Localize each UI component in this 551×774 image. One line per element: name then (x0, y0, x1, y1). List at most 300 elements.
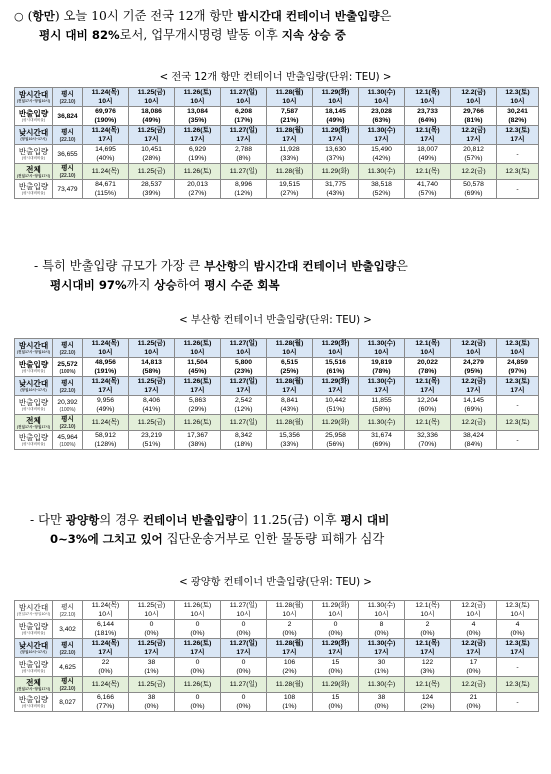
row-label (15, 107, 53, 126)
cell-secondary: 10시 (282, 349, 297, 356)
table-row (15, 145, 539, 164)
data-cell (221, 431, 267, 450)
data-cell (405, 145, 451, 164)
text-run: 은 (379, 9, 392, 23)
data-cell (405, 180, 451, 199)
baseline-cell (53, 601, 83, 620)
data-cell (175, 180, 221, 199)
cell-primary: 12.1(목) (415, 419, 440, 426)
cell-primary: 11.25(금) (137, 168, 166, 175)
cell-primary: 11.29(화) (321, 640, 350, 647)
cell-primary: 84,671 (95, 181, 116, 188)
data-cell (129, 396, 175, 415)
cell-primary: 48,956 (95, 359, 116, 366)
baseline-sub: (100%) (59, 441, 76, 448)
cell-primary: 5,863 (188, 397, 206, 404)
cell-primary: 0 (241, 621, 246, 628)
data-cell (83, 415, 129, 431)
cell-primary: - (516, 698, 519, 706)
cell-primary: 38 (147, 659, 156, 666)
data-cell (451, 620, 497, 639)
data-cell (129, 377, 175, 396)
section3-table (14, 600, 539, 712)
data-cell (451, 377, 497, 396)
row-label (15, 620, 53, 639)
row-label (15, 658, 53, 677)
cell-primary: 4 (515, 621, 520, 628)
data-cell (451, 658, 497, 677)
data-cell (221, 639, 267, 658)
text-run: 로서, 업무개시명령 발동 이후 (119, 28, 282, 42)
cell-secondary: (0%) (236, 630, 251, 637)
row-label (15, 164, 53, 180)
data-cell (129, 658, 175, 677)
cell-secondary: (41%) (142, 406, 161, 413)
cell-secondary: 17시 (190, 387, 205, 394)
baseline-sub: (22.10) (59, 349, 76, 356)
cell-secondary: (0%) (236, 668, 251, 675)
row-label (15, 431, 53, 450)
data-cell (83, 339, 129, 358)
cell-secondary: 10시 (144, 98, 159, 105)
cell-secondary: (0%) (144, 703, 159, 710)
cell-secondary: 10시 (420, 349, 435, 356)
cell-primary: 23,733 (417, 108, 438, 115)
data-cell (221, 415, 267, 431)
data-cell (405, 415, 451, 431)
cell-secondary: (17%) (234, 117, 253, 124)
cell-secondary: 17시 (144, 387, 159, 394)
data-cell (129, 601, 175, 620)
data-cell (359, 415, 405, 431)
data-cell (497, 431, 539, 450)
cell-primary: 11.29(화) (321, 89, 350, 96)
cell-secondary: 17시 (98, 387, 113, 394)
cell-primary: - (516, 663, 519, 671)
text-run: - 특히 반출입량 규모가 가장 큰 (34, 259, 205, 273)
text-run: 이 11.25(금) 이후 (236, 513, 341, 527)
section2-paragraph (34, 257, 544, 295)
cell-primary: 13,630 (325, 146, 346, 153)
table-row (15, 431, 539, 450)
cell-secondary: (0%) (466, 630, 481, 637)
data-cell (451, 677, 497, 693)
baseline-value: 평시 (61, 341, 74, 349)
data-cell (83, 164, 129, 180)
text-run: 은 (396, 259, 408, 273)
data-cell (405, 164, 451, 180)
cell-primary: 11.28(월) (275, 640, 304, 647)
text-run: ) 오늘 10시 기준 전국 12개 항만 (54, 9, 238, 23)
data-cell (221, 107, 267, 126)
baseline-value: 평시 (61, 678, 74, 685)
cell-primary: 11.24(목) (91, 602, 120, 609)
cell-primary: 12.2(금) (461, 127, 486, 134)
data-cell (221, 180, 267, 199)
cell-primary: 2 (425, 621, 430, 628)
cell-secondary: 17시 (374, 136, 389, 143)
row-label (15, 677, 53, 693)
baseline-sub: (22.10) (59, 173, 76, 179)
cell-primary: 30,241 (507, 108, 528, 115)
data-cell (221, 88, 267, 107)
data-cell (83, 126, 129, 145)
data-cell (267, 620, 313, 639)
data-cell (83, 601, 129, 620)
cell-secondary: 10시 (510, 611, 525, 618)
row-label (15, 601, 53, 620)
row-label (15, 358, 53, 377)
data-cell (129, 620, 175, 639)
cell-secondary: (49%) (96, 406, 115, 413)
cell-primary: 7,587 (280, 108, 298, 115)
cell-secondary: 10시 (510, 98, 525, 105)
data-cell (359, 639, 405, 658)
cell-primary: 11.28(월) (275, 681, 304, 688)
cell-secondary: (0%) (236, 703, 251, 710)
data-cell (267, 358, 313, 377)
baseline-sub: (22.10) (59, 136, 76, 143)
cell-primary: 106 (283, 659, 296, 666)
cell-primary: 11,928 (279, 146, 300, 153)
cell-primary: 11.24(목) (91, 419, 120, 426)
row-label-sub: (전일17시~당일17시) (16, 173, 51, 178)
baseline-cell (53, 88, 83, 107)
row-label-main: 반출입량 (18, 182, 49, 191)
data-cell (313, 107, 359, 126)
data-cell (175, 396, 221, 415)
cell-secondary: 10시 (98, 98, 113, 105)
baseline-cell (53, 145, 83, 164)
cell-primary: 0 (149, 621, 154, 628)
cell-primary: 11.29(화) (321, 419, 350, 426)
cell-primary: 12.1(목) (415, 681, 440, 688)
baseline-value: 평시 (61, 416, 74, 423)
bold-text: 평시대비 97% (50, 278, 127, 292)
cell-primary: 28,537 (141, 181, 162, 188)
row-label-sub: (전일17시~당일10시) (16, 612, 51, 616)
baseline-cell (53, 358, 83, 377)
cell-primary: 69,976 (95, 108, 116, 115)
cell-primary: 11.27(일) (229, 127, 258, 134)
data-cell (405, 126, 451, 145)
cell-secondary: 17시 (374, 387, 389, 394)
cell-secondary: 17시 (190, 136, 205, 143)
cell-secondary: (42%) (372, 155, 391, 162)
data-cell (405, 339, 451, 358)
cell-secondary: 17시 (190, 649, 205, 656)
cell-primary: - (516, 401, 519, 409)
cell-primary: 11.24(목) (91, 168, 120, 175)
data-cell (451, 126, 497, 145)
data-cell (497, 180, 539, 199)
data-cell (175, 126, 221, 145)
cell-secondary: (27%) (188, 190, 207, 197)
row-label-sub: (평시대비비율) (21, 442, 46, 446)
data-cell (175, 658, 221, 677)
cell-secondary: 10시 (282, 611, 297, 618)
baseline-sub: (22.10) (59, 611, 76, 618)
cell-primary: 15 (331, 694, 340, 701)
section2-line1 (34, 257, 544, 276)
cell-primary: 6,166 (96, 694, 114, 701)
section2-table (14, 338, 539, 450)
cell-secondary: 17시 (420, 136, 435, 143)
cell-primary: 2,542 (234, 397, 252, 404)
cell-primary: 11.25(금) (137, 419, 166, 426)
data-cell (451, 639, 497, 658)
data-cell (83, 180, 129, 199)
data-cell (129, 164, 175, 180)
data-cell (359, 693, 405, 712)
bold-text: 지속 상승 중 (281, 28, 346, 42)
baseline-sub: (100%) (59, 368, 76, 375)
baseline-value: 20,392 (57, 398, 78, 406)
cell-secondary: 17시 (466, 136, 481, 143)
cell-secondary: (128%) (94, 441, 117, 448)
bold-text: 항만 (32, 9, 55, 23)
data-cell (267, 339, 313, 358)
data-cell (129, 107, 175, 126)
cell-primary: 0 (195, 621, 200, 628)
cell-secondary: 10시 (420, 611, 435, 618)
data-cell (405, 658, 451, 677)
data-cell (175, 693, 221, 712)
text-run: 의 경우 (99, 513, 143, 527)
cell-primary: 20,022 (417, 359, 438, 366)
cell-primary: 12.3(토) (505, 127, 530, 134)
cell-primary: 11.26(토) (183, 89, 212, 96)
cell-primary: 0 (241, 659, 246, 666)
cell-secondary: (57%) (418, 190, 437, 197)
cell-secondary: 17시 (236, 387, 251, 394)
data-cell (359, 377, 405, 396)
cell-primary: 122 (421, 659, 434, 666)
cell-secondary: (82%) (508, 117, 527, 124)
data-cell (405, 620, 451, 639)
cell-secondary: 10시 (328, 98, 343, 105)
data-cell (497, 88, 539, 107)
baseline-cell (53, 415, 83, 431)
cell-primary: 12.2(금) (461, 640, 486, 647)
data-cell (267, 693, 313, 712)
cell-secondary: (77%) (96, 703, 115, 710)
bold-text: 상승 (154, 278, 177, 292)
data-cell (175, 358, 221, 377)
cell-primary: 11.25(금) (137, 602, 166, 609)
cell-primary: 11.24(목) (91, 89, 120, 96)
baseline-value: 45,964 (57, 433, 78, 441)
cell-primary: 50,578 (463, 181, 484, 188)
cell-primary: 10,451 (141, 146, 162, 153)
data-cell (267, 145, 313, 164)
cell-primary: 20,013 (187, 181, 208, 188)
row-label (15, 180, 53, 199)
data-cell (497, 620, 539, 639)
data-cell (359, 677, 405, 693)
data-cell (221, 145, 267, 164)
data-cell (221, 164, 267, 180)
row-label-main: 밤시간대 (18, 603, 49, 612)
bold-text: 광양항 (65, 513, 100, 527)
data-cell (451, 164, 497, 180)
data-cell (497, 126, 539, 145)
cell-primary: 9,956 (96, 397, 114, 404)
cell-secondary: (190%) (94, 117, 117, 124)
cell-primary: 11.25(금) (137, 340, 166, 347)
data-cell (313, 677, 359, 693)
cell-secondary: (0%) (328, 630, 343, 637)
cell-secondary: (33%) (280, 441, 299, 448)
bold-text: 평시 대비 (340, 513, 390, 527)
cell-primary: 11.26(토) (183, 681, 212, 688)
cell-primary: 11.28(월) (275, 127, 304, 134)
bold-text: 밤시간대 컨테이너 반출입량 (237, 9, 380, 23)
bold-text: 0~3%에 그치고 있어 (50, 532, 163, 546)
row-label (15, 145, 53, 164)
cell-secondary: (191%) (94, 368, 117, 375)
cell-primary: 20,812 (463, 146, 484, 153)
data-cell (313, 431, 359, 450)
baseline-cell (53, 126, 83, 145)
cell-primary: 6,208 (234, 108, 252, 115)
data-cell (313, 358, 359, 377)
cell-primary: 12.2(금) (461, 168, 486, 175)
cell-primary: 6,929 (188, 146, 206, 153)
text-run: 까지 (126, 278, 155, 292)
cell-primary: 11.29(화) (321, 681, 350, 688)
cell-secondary: 10시 (144, 349, 159, 356)
cell-primary: 24,279 (463, 359, 484, 366)
cell-primary: 11.24(목) (91, 378, 120, 385)
table-row (15, 88, 539, 107)
cell-primary: 4 (471, 621, 476, 628)
cell-secondary: (23%) (234, 368, 253, 375)
cell-secondary: (63%) (372, 117, 391, 124)
data-cell (313, 601, 359, 620)
data-cell (83, 431, 129, 450)
cell-primary: 29,766 (463, 108, 484, 115)
cell-primary: 11.25(금) (137, 89, 166, 96)
cell-primary: 11.24(목) (91, 127, 120, 134)
row-label-main: 반출입량 (18, 109, 49, 118)
row-label-main: 반출입량 (18, 433, 49, 442)
bold-text: 평시 대비 82% (39, 28, 120, 42)
cell-primary: 2 (287, 621, 292, 628)
cell-primary: 11.30(수) (367, 378, 396, 385)
section1-line2 (14, 26, 539, 45)
data-cell (267, 88, 313, 107)
data-cell (359, 396, 405, 415)
cell-secondary: (115%) (94, 190, 117, 197)
data-cell (313, 639, 359, 658)
cell-primary: 12.2(금) (461, 378, 486, 385)
cell-primary: 11.30(수) (367, 419, 396, 426)
row-label (15, 126, 53, 145)
cell-secondary: 10시 (190, 98, 205, 105)
data-cell (221, 658, 267, 677)
data-cell (405, 639, 451, 658)
cell-primary: 11.26(토) (183, 602, 212, 609)
row-label-sub: (당일10시~17시) (20, 650, 47, 654)
text-run: 집단운송거부로 인한 물동량 피해가 심각 (162, 532, 385, 546)
data-cell (221, 377, 267, 396)
baseline-cell (53, 677, 83, 693)
table-row (15, 107, 539, 126)
cell-secondary: 10시 (236, 611, 251, 618)
row-label-main: 반출입량 (18, 360, 49, 369)
cell-secondary: 17시 (236, 649, 251, 656)
cell-primary: 11,504 (187, 359, 208, 366)
data-cell (129, 339, 175, 358)
data-cell (267, 107, 313, 126)
cell-primary: 11.25(금) (137, 127, 166, 134)
cell-secondary: 17시 (282, 387, 297, 394)
data-cell (175, 639, 221, 658)
data-cell (405, 693, 451, 712)
cell-secondary: (0%) (98, 668, 113, 675)
cell-primary: 12.3(토) (505, 640, 530, 647)
cell-primary: 11.25(금) (137, 640, 166, 647)
data-cell (129, 431, 175, 450)
cell-secondary: (49%) (326, 117, 345, 124)
cell-primary: 11.26(토) (183, 127, 212, 134)
cell-secondary: (3%) (420, 668, 435, 675)
text-run: - 다만 (30, 513, 66, 527)
row-label-sub: (평시대비비율) (21, 118, 46, 122)
cell-primary: 11.28(월) (275, 168, 304, 175)
data-cell (221, 693, 267, 712)
data-cell (313, 126, 359, 145)
cell-primary: 11.28(월) (275, 89, 304, 96)
cell-secondary: (8%) (236, 155, 251, 162)
cell-primary: 11.30(수) (367, 602, 396, 609)
cell-secondary: (51%) (142, 441, 161, 448)
cell-secondary: (0%) (190, 703, 205, 710)
cell-secondary: (51%) (326, 406, 345, 413)
data-cell (129, 145, 175, 164)
row-label-sub: (평시대비비율) (21, 704, 46, 708)
cell-secondary: (49%) (142, 117, 161, 124)
baseline-cell (53, 339, 83, 358)
cell-secondary: (40%) (96, 155, 115, 162)
cell-primary: 12.3(토) (505, 602, 530, 609)
baseline-value: 36,655 (57, 150, 78, 158)
cell-primary: 11,855 (371, 397, 392, 404)
cell-secondary: (12%) (234, 190, 253, 197)
data-cell (359, 126, 405, 145)
cell-primary: 11.29(화) (321, 340, 350, 347)
cell-primary: 12.3(토) (505, 168, 530, 175)
cell-secondary: 10시 (236, 349, 251, 356)
cell-primary: 38 (377, 694, 386, 701)
baseline-cell (53, 107, 83, 126)
cell-secondary: 17시 (510, 387, 525, 394)
cell-secondary: (43%) (326, 190, 345, 197)
cell-secondary: (0%) (282, 630, 297, 637)
cell-primary: 38 (147, 694, 156, 701)
data-cell (313, 415, 359, 431)
data-cell (221, 396, 267, 415)
cell-primary: 0 (333, 621, 338, 628)
cell-primary: 12.3(토) (505, 378, 530, 385)
cell-secondary: (0%) (190, 668, 205, 675)
cell-secondary: (84%) (464, 441, 483, 448)
baseline-value: 25,572 (57, 360, 78, 368)
baseline-cell (53, 431, 83, 450)
data-cell (405, 88, 451, 107)
section1-caption: < 전국 12개 항만 컨테이너 반출입량(단위: TEU) > (159, 72, 392, 83)
